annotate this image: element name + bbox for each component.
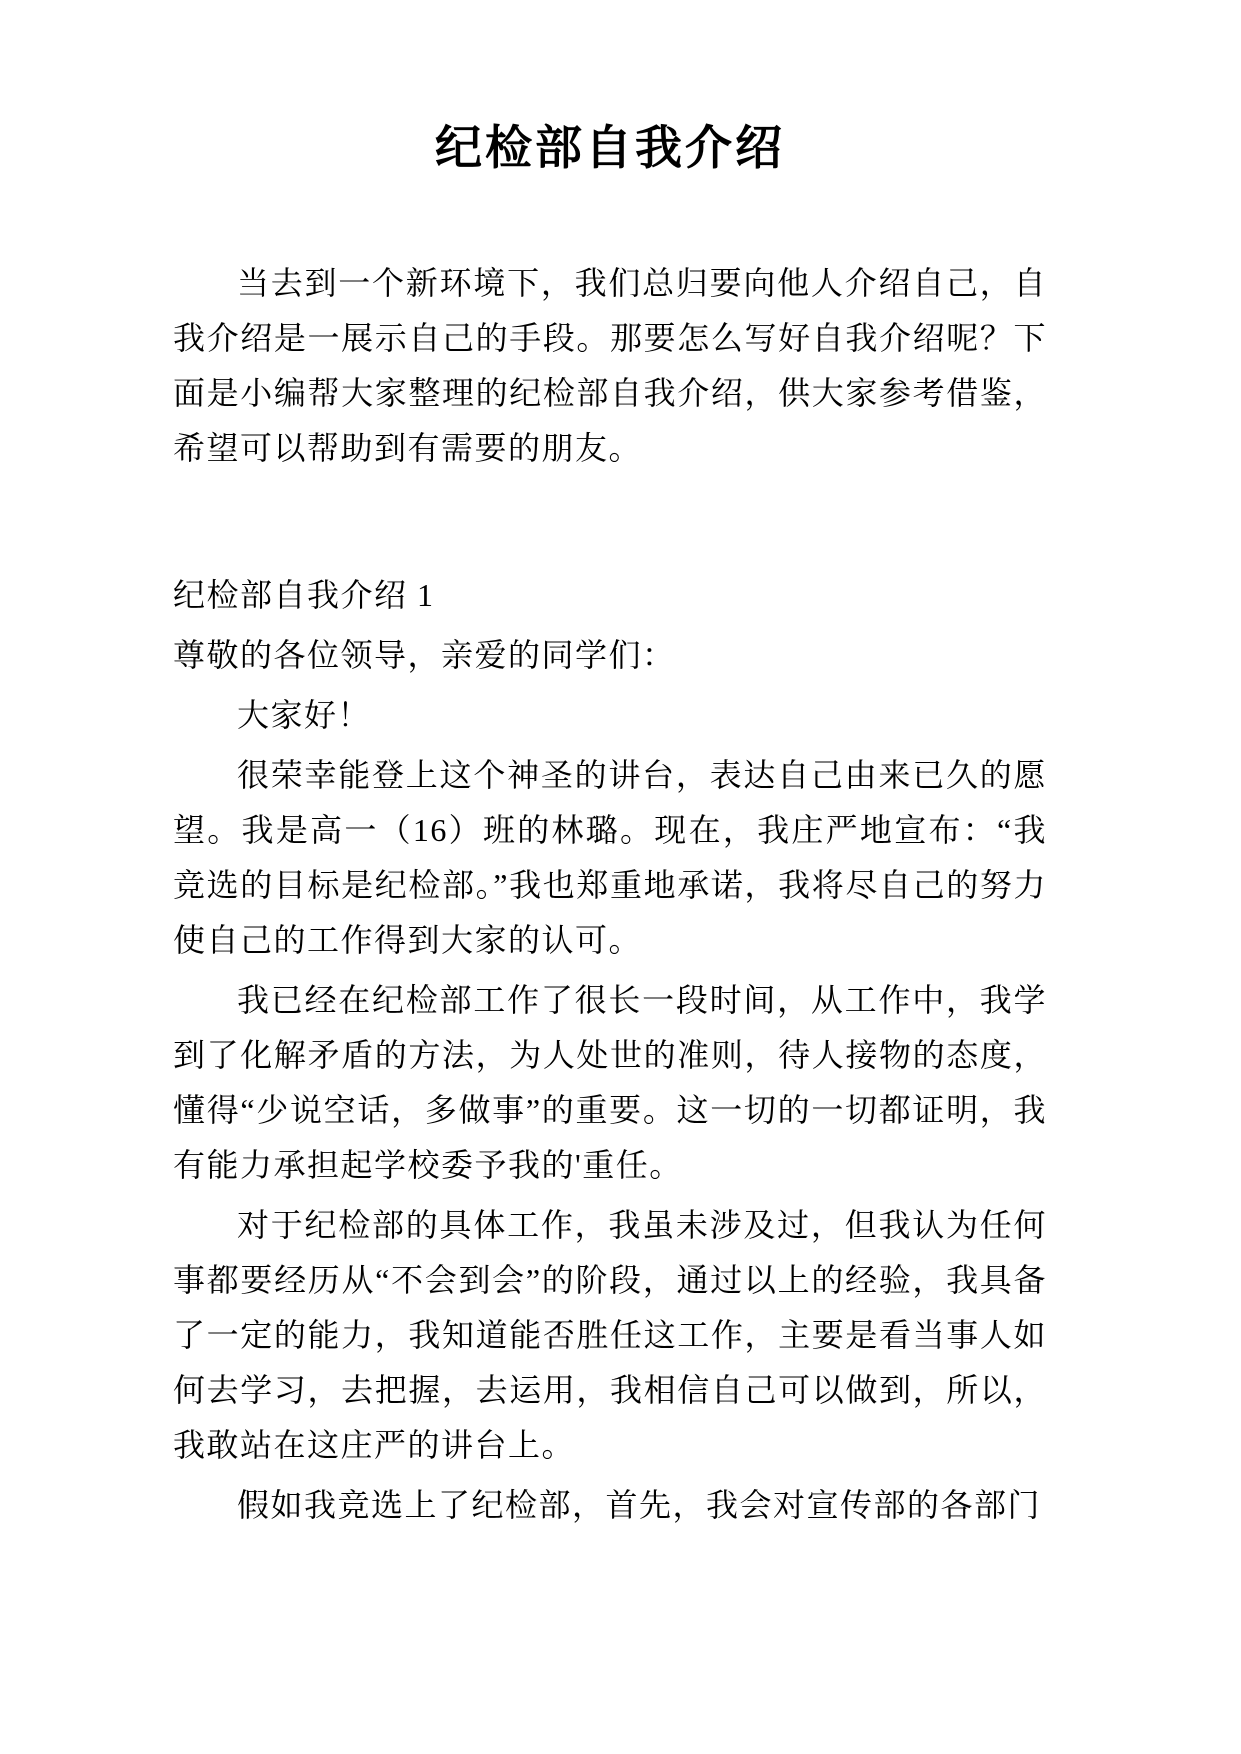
document-body: [173, 256, 1047, 1533]
body-paragraph: 大家好！: [237, 697, 372, 733]
body-paragraph: 我已经在纪检部工作了很长一段时间，从工作中，我学到了化解矛盾的方法，为人处世的准则，待人接物的态度，懂得“少说空话，多做事”的重要。这一切的一切都证明，我有能力承担起学校委予我的'重任。: [173, 982, 1047, 1183]
section-heading: 纪检部自我介绍 1: [173, 577, 435, 613]
salutation: 尊敬的各位领导，亲爱的同学们：: [173, 637, 676, 673]
body-paragraph: 假如我竞选上了纪检部，首先，我会对宣传部的各部门: [237, 1487, 1042, 1523]
body-paragraph: 对于纪检部的具体工作，我虽未涉及过，但我认为任何事都要经历从“不会到会”的阶段，通过以上的经验，我具备了一定的能力，我知道能否胜任这工作，主要是看当事人如何去学习，去把握，去运用，我相信自己可以做到，所以，我敢站在这庄严的讲台上。: [173, 1207, 1047, 1463]
body-paragraph: 很荣幸能登上这个神圣的讲台，表达自己由来已久的愿望。我是高一（16）班的林璐。现在，我庄严地宣布：“我竞选的目标是纪检部。”我也郑重地承诺，我将尽自己的努力使自己的工作得到大家的认可。: [173, 757, 1047, 958]
intro-paragraph: 当去到一个新环境下，我们总归要向他人介绍自己，自我介绍是一展示自己的手段。那要怎么写好自我介绍呢？下面是小编帮大家整理的纪检部自我介绍，供大家参考借鉴，希望可以帮助到有需要的朋友。: [173, 265, 1047, 466]
document-title: 纪检部自我介绍: [435, 123, 785, 175]
